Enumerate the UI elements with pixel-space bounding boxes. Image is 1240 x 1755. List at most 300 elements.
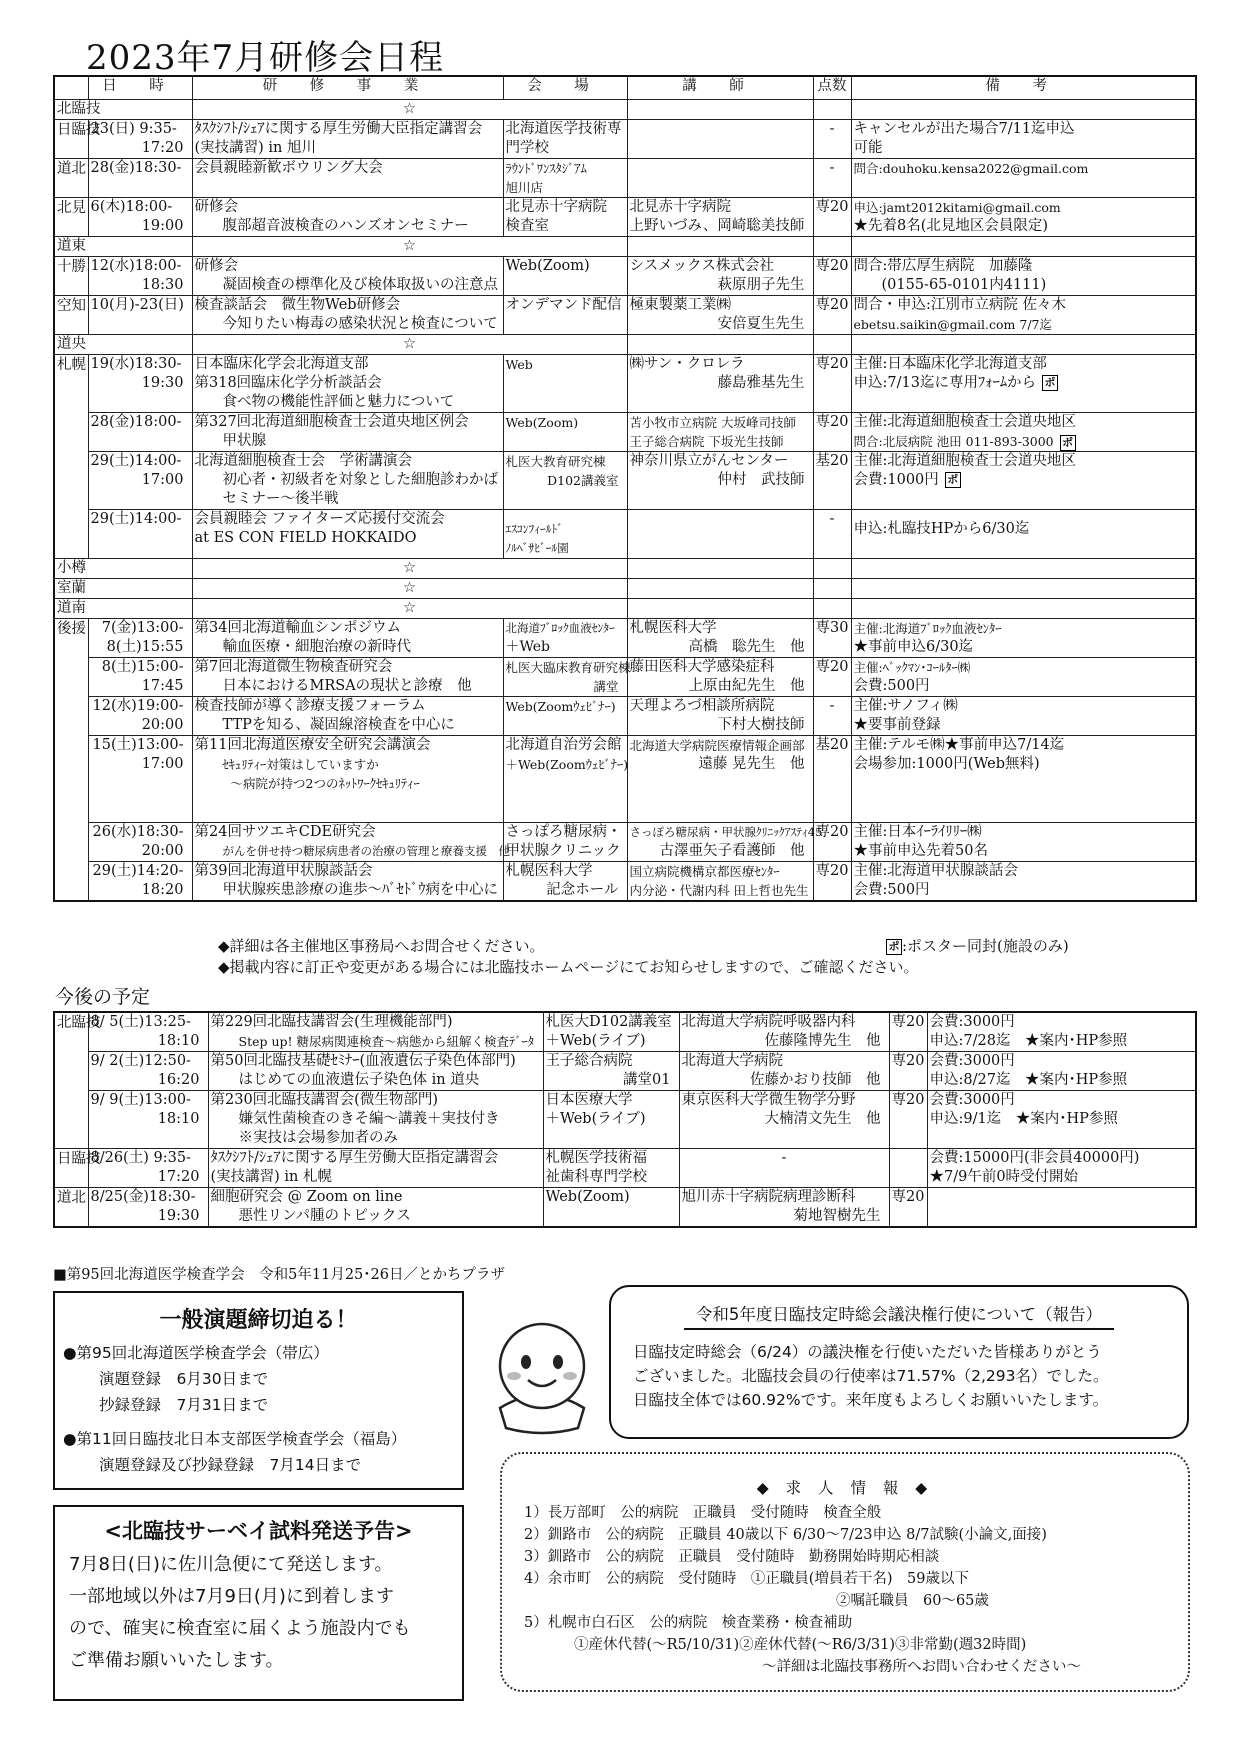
job-line: 5）札幌市白石区 公的病院 検査業務・検査補助 [524, 1615, 853, 1631]
time-text: 17:45 [141, 678, 184, 694]
region-label: 札幌 [54, 355, 88, 559]
points-value: 基20 [813, 452, 851, 510]
notes-section [218, 936, 1069, 978]
venue-text: 記念ホール [546, 882, 619, 898]
time-text: 17:20 [157, 1169, 200, 1185]
date-text: 28(金)18:00- [90, 414, 182, 430]
event-title: 研修会 [194, 258, 238, 274]
remarks-text: 主催:北海道甲状腺談話会 [853, 863, 1018, 879]
event-sub: 悪性リンパ腫のトピックス [238, 1208, 411, 1224]
venue-text: さっぽろ糖尿病・ [505, 824, 622, 840]
event-sub: Step up! 糖尿病関連検査～病態から紐解く検査ﾃﾞｰﾀ [238, 1034, 535, 1049]
region-label: 道北 [54, 1188, 88, 1228]
table-row [54, 100, 1196, 120]
remarks-text: キャンセルが出た場合7/11迄申込 [853, 121, 1075, 137]
mascot-cheek-right [563, 1372, 577, 1380]
points-value: 専20 [889, 1012, 927, 1052]
date-text: 8(土)15:55 [106, 639, 184, 655]
venue-text: 札幌医学技術福 [545, 1150, 647, 1166]
table-row [54, 452, 1196, 510]
table-row [54, 619, 1196, 658]
remarks-text: 会費:500円 [853, 678, 930, 694]
survey-line: 一部地域以外は7月9日(月)に到着します [69, 1586, 394, 1607]
venue-text: Web(Zoomｳｪﾋﾞﾅｰ) [505, 699, 616, 714]
region-label: 北見 [54, 198, 88, 237]
table-row [54, 1188, 1196, 1228]
table-row [54, 862, 1196, 902]
table-row [54, 697, 1196, 736]
remarks-text: ★先着8名(北見地区会員限定) [853, 218, 1049, 234]
remarks-text: 申込:7/28迄 ★案内･HP参照 [929, 1033, 1128, 1049]
event-title: 第318回臨床化学分析談話会 [194, 375, 382, 391]
region-label: 道南 [54, 599, 192, 619]
vote-line: 日臨技全体では60.92%です。来年度もよろしくお願いいたします。 [633, 1391, 1109, 1409]
col-header-event: 研 修 事 業 [192, 76, 503, 100]
lecturer-text: シスメックス株式会社 [629, 258, 774, 274]
event-sub: ｾｷｭﾘﾃｨｰ対策はしていますか [222, 757, 379, 772]
table-row [54, 1012, 1196, 1052]
venue-text: D102講義室 [547, 473, 619, 488]
event-title: 第327回北海道細胞検査士会道央地区例会 [194, 414, 469, 430]
time-text: 19:30 [141, 375, 184, 391]
region-label: 日臨技 [54, 120, 88, 159]
table-row [54, 198, 1196, 237]
remarks-text: 会費:1000円 [853, 472, 939, 488]
mascot-eye-left [521, 1355, 531, 1369]
time-text: 17:20 [141, 140, 184, 156]
date-text: 8/26(土) 9:35- [90, 1150, 191, 1166]
mascot-eye-right [553, 1355, 563, 1369]
time-text: 16:20 [157, 1072, 200, 1088]
remarks-text: 主催:テルモ㈱★事前申込7/14迄 [853, 737, 1065, 753]
poster-icon: ポ [1042, 375, 1058, 391]
col-header-venue: 会 場 [503, 76, 627, 100]
survey-line: 7月8日(日)に佐川急便にて発送します。 [69, 1554, 393, 1575]
table-row [54, 823, 1196, 862]
date-text: 23(日) 9:35- [90, 121, 177, 137]
table-row [54, 296, 1196, 335]
table-row [54, 1149, 1196, 1188]
points-value: 専20 [889, 1091, 927, 1149]
star-mark: ☆ [192, 100, 627, 120]
event-sub: 嫌気性菌検査のきそ編～講義＋実技付き [238, 1111, 500, 1127]
points-value: 専20 [813, 355, 851, 413]
star-mark: ☆ [192, 237, 627, 257]
date-text: 8/25(金)18:30- [90, 1189, 196, 1205]
event-sub: 輸血医療・細胞治療の新時代 [222, 639, 411, 655]
event-title: 細胞研究会 @ Zoom on line [210, 1189, 403, 1205]
remarks-text: 問合・申込:江別市立病院 佐々木 [853, 297, 1066, 313]
table-row [54, 159, 1196, 198]
table-row [54, 736, 1196, 823]
poster-legend [886, 936, 1069, 957]
lecturer-text: 北海道大学病院呼吸器内科 [681, 1014, 856, 1030]
venue-text: 門学校 [505, 140, 549, 156]
lecturer-text: 仲村 武技師 [717, 472, 805, 488]
remarks-text: 会費:3000円 [929, 1014, 1015, 1030]
survey-notice-title: <北臨技サーベイ試料発送予告> [104, 1519, 413, 1543]
lecturer-text: 萩原朋子先生 [717, 277, 805, 293]
event-sub: 食べ物の機能性評価と魅力について [222, 394, 455, 410]
date-text: 6(木)18:00- [90, 199, 173, 215]
table-row [54, 355, 1196, 413]
event-sub: TTPを知る、凝固線溶検査を中心に [222, 717, 455, 733]
points-value: 専20 [813, 823, 851, 862]
event-sub: 腹部超音波検査のハンズオンセミナー [222, 218, 469, 234]
remarks-text: 主催:日本ｲｰﾗｲﾘﾘｰ㈱ [853, 824, 982, 840]
remarks-text: (0155-65-0101内4111) [881, 277, 1047, 293]
venue-text: ＋Web(Zoomｳｪﾋﾞﾅｰ) [505, 757, 629, 772]
lecturer-text: 北海道大学病院 [681, 1053, 783, 1069]
event-sub: 日本におけるMRSAの現状と診療 他 [222, 678, 472, 694]
points-value: 専20 [813, 296, 851, 335]
table-row [54, 579, 1196, 599]
survey-line: ので、確実に検査室に届くよう施設内でも [69, 1618, 411, 1639]
col-header-lecturer: 講 師 [627, 76, 813, 100]
time-text: 20:00 [141, 717, 184, 733]
remarks-text: 申込:jamt2012kitami@gmail.com [853, 200, 1061, 215]
remarks-text: 主催:北海道細胞検査士会道央地区 [853, 453, 1076, 469]
date-text: 9/ 2(土)12:50- [90, 1053, 191, 1069]
points-value: 専20 [889, 1052, 927, 1091]
date-text: 8(土)15:00- [101, 659, 184, 675]
venue-text: 検査室 [505, 218, 549, 234]
points-value: 専30 [813, 619, 851, 658]
event-sub: がんを併せ持つ糖尿病患者の治療の管理と療養支援 他 [222, 844, 510, 858]
event-title: 第11回北海道医療安全研究会講演会 [194, 737, 431, 753]
time-text: 17:00 [141, 472, 184, 488]
vote-line: ございました。北臨技会員の行使率は71.57%（2,293名）でした。 [633, 1367, 1109, 1385]
points-value: 基20 [813, 736, 851, 823]
table-row [54, 658, 1196, 697]
vote-report-box [609, 1285, 1189, 1439]
lecturer-text: 佐藤かおり技師 他 [750, 1072, 881, 1088]
venue-text: 札幌医科大学 [505, 863, 593, 879]
lecturer-text: 藤島雅基先生 [717, 375, 805, 391]
table-row [54, 237, 1196, 257]
event-title: 会員親睦会 ファイターズ応援付交流会 [194, 511, 445, 527]
time-text: 18:10 [157, 1111, 200, 1127]
time-text: 18:30 [141, 277, 184, 293]
table-row [54, 1052, 1196, 1091]
date-text: 29(土)14:20- [92, 863, 184, 879]
table-row [54, 559, 1196, 579]
deadline-line: 演題登録 6月30日まで [99, 1370, 269, 1388]
col-header-remarks: 備 考 [851, 76, 1196, 100]
table-row [54, 257, 1196, 296]
future-schedule-table [53, 1011, 1197, 1228]
remarks-text: 申込:7/13迄に専用ﾌｫｰﾑから [853, 375, 1036, 391]
time-text: 18:10 [157, 1033, 200, 1049]
lecturer-text: 王子総合病院 下坂光生技師 [629, 434, 784, 449]
vote-report-title: 令和5年度日臨技定時総会議決権行使について（報告） [684, 1301, 1114, 1330]
poster-icon: ポ [886, 939, 902, 955]
lecturer-text: 内分泌・代謝内科 田上哲也先生 [629, 883, 809, 898]
job-line: ①産休代替(～R5/10/31)②産休代替(～R6/3/31)③非常勤(週32時間) [574, 1637, 1027, 1653]
remarks-text: 会場参加:1000円(Web無料) [853, 756, 1040, 772]
region-label: 空知 [54, 296, 88, 335]
lecturer-text: さっぽろ糖尿病・甲状腺ｸﾘﾆｯｸｱｽﾃｨ45 [629, 825, 823, 839]
date-text: 9/ 9(土)13:00- [90, 1092, 191, 1108]
star-mark: ☆ [192, 599, 627, 619]
job-line: 4）余市町 公的病院 受付随時 ①正職員(増員若干名) 59歳以下 [524, 1571, 969, 1587]
table-row [54, 335, 1196, 355]
congress-notice: ■第95回北海道医学検査学会 令和5年11月25･26日／とかちプラザ [53, 1267, 505, 1283]
poster-legend-text: :ポスター同封(施設のみ) [902, 937, 1069, 955]
job-line: 3）釧路市 公的病院 正職員 受付随時 勤務開始時期応相談 [524, 1549, 940, 1565]
lecturer-text: 大楠清文先生 他 [764, 1111, 881, 1127]
remarks-text: 会費:3000円 [929, 1092, 1015, 1108]
table-row [54, 413, 1196, 452]
points-value: - [813, 159, 851, 198]
venue-text: オンデマンド配信 [505, 297, 622, 313]
venue-text: 札医大D102講義室 [545, 1014, 672, 1030]
venue-text: 北見赤十字病院 [505, 199, 607, 215]
event-sub: ※実技は会場参加者のみ [238, 1130, 398, 1146]
event-sub: 甲状腺疾患診療の進歩～ﾊﾞｾﾄﾞｳ病を中心に [222, 882, 498, 898]
points-value: 専20 [889, 1188, 927, 1228]
table-row [54, 120, 1196, 159]
event-sub: ～病院が持つ2つのﾈｯﾄﾜｰｸｾｷｭﾘﾃｨｰ [230, 776, 420, 791]
remarks-text: 主催:ﾍﾞｯｸﾏﾝ･ｺｰﾙﾀｰ㈱ [853, 660, 971, 675]
date-text: 28(金)18:30- [90, 160, 182, 176]
venue-text: Web(Zoom) [505, 415, 579, 430]
lecturer-text: 遠藤 晃先生 他 [698, 756, 805, 772]
remarks-text: ebetsu.saikin@gmail.com 7/7迄 [853, 317, 1052, 332]
lecturer-text: 天理よろづ相談所病院 [629, 698, 775, 714]
venue-text: ﾗｳﾝﾄﾞﾜﾝｽﾀｼﾞｱﾑ [505, 161, 587, 176]
note-line: ◆掲載内容に訂正や変更がある場合には北臨技ホームページにてお知らせしますので、ご確認ください。 [218, 958, 919, 976]
venue-text: 北海道医学技術専 [505, 121, 622, 137]
points-value: - [813, 120, 851, 159]
time-text: 20:00 [141, 843, 184, 859]
time-text: 17:00 [141, 756, 184, 772]
deadline-line: ●第11回日臨技北日本支部医学検査学会（福島） [63, 1430, 407, 1448]
venue-text: 日本医療大学 [545, 1092, 633, 1108]
event-sub: セミナー～後半戦 [222, 491, 339, 507]
points-value: 専20 [813, 257, 851, 296]
event-title: 会員親睦新歓ボウリング大会 [194, 160, 383, 176]
event-title: 第24回サツエキCDE研究会 [194, 824, 376, 840]
event-sub: 今知りたい梅毒の感染状況と検査について [222, 316, 498, 332]
venue-text: Web(Zoom) [505, 258, 590, 274]
venue-text: ＋Web(ライブ) [545, 1111, 646, 1127]
time-text: 19:00 [141, 218, 184, 234]
date-text: 10(月)-23(日) [90, 297, 184, 313]
event-title: 第7回北海道微生物検査研究会 [194, 659, 393, 675]
remarks-text: 問合:帯広厚生病院 加藤隆 [853, 258, 1033, 274]
region-label: 小樽 [54, 559, 192, 579]
remarks-text: ★要事前登録 [853, 717, 941, 733]
lecturer-text: 下村大樹技師 [717, 717, 805, 733]
date-text: 19(水)18:30- [90, 356, 182, 372]
remarks-text: 可能 [853, 140, 883, 156]
event-sub: (実技講習) in 旭川 [194, 140, 317, 156]
col-header-points: 点数 [813, 76, 851, 100]
venue-text: 札医大臨床教育研究棟 [505, 660, 631, 675]
lecturer-text: 国立病院機構京都医療ｾﾝﾀｰ [629, 864, 780, 879]
region-label: 道央 [54, 335, 192, 355]
schedule-table [53, 75, 1197, 902]
remarks-text: ★事前申込先着50名 [853, 843, 988, 859]
venue-text: 札医大教育研究棟 [505, 454, 606, 469]
region-label: 後援 [54, 619, 88, 902]
deadline-line: 抄録登録 7月31日まで [99, 1396, 269, 1414]
venue-text: ＋Web [505, 639, 550, 655]
remarks-text: 主催:北海道細胞検査士会道央地区 [853, 414, 1076, 430]
venue-text: ｴｽｺﾝﾌｨｰﾙﾄﾞ [505, 522, 563, 536]
event-title: 日本臨床化学会北海道支部 [194, 356, 369, 372]
points-value: - [813, 697, 851, 736]
date-text: 15(土)13:00- [92, 737, 184, 753]
mascot-cheek-left [507, 1372, 521, 1380]
mascot-head [500, 1324, 584, 1408]
abstract-deadline-title: 一般演題締切迫る！ [159, 1308, 358, 1333]
region-label: 日臨技 [54, 1149, 88, 1188]
points-value: 専20 [813, 413, 851, 452]
venue-text: 講堂01 [623, 1072, 671, 1088]
event-sub: at ES CON FIELD HOKKAIDO [194, 530, 417, 546]
col-header-datetime: 日 時 [88, 76, 192, 100]
date-text: 8/ 5(土)13:25- [90, 1014, 191, 1030]
region-label: 道東 [54, 237, 192, 257]
remarks-text: 主催:北海道ﾌﾞﾛｯｸ血液ｾﾝﾀｰ [853, 621, 1002, 636]
star-mark: ☆ [192, 579, 627, 599]
event-sub: 初心者・初級者を対象とした細胞診わかば [222, 472, 498, 488]
points-value: - [679, 1149, 889, 1188]
job-info-box [500, 1452, 1190, 1692]
venue-text: 王子総合病院 [545, 1053, 633, 1069]
survey-notice-box [53, 1505, 464, 1701]
remarks-text: 会費:500円 [853, 882, 930, 898]
deadline-line: 演題登録及び抄録登録 7月14日まで [99, 1456, 362, 1474]
poster-icon: ポ [1060, 435, 1076, 451]
star-mark: ☆ [192, 335, 627, 355]
date-text: 7(金)13:00- [101, 620, 184, 636]
event-title: 研修会 [194, 199, 238, 215]
date-text: 26(水)18:30- [92, 824, 184, 840]
region-label: 道北 [54, 159, 88, 198]
future-title: 今後の予定 [55, 986, 151, 1008]
remarks-text: 主催:サノフィ㈱ [853, 698, 958, 714]
lecturer-text: 北見赤十字病院 [629, 199, 731, 215]
page-title: 2023年7月研修会日程 [86, 38, 445, 78]
venue-text: Web(Zoom) [545, 1189, 630, 1205]
vote-line: 日臨技定時総会（6/24）の議決権を行使いただいた皆様ありがとう [633, 1343, 1102, 1361]
abstract-deadline-box [53, 1291, 464, 1490]
event-title: 検査技師が導く診療支援フォーラム [194, 698, 426, 714]
lecturer-text: 安倍夏生先生 [717, 316, 805, 332]
event-title: 第34回北海道輸血シンポジウム [194, 620, 401, 636]
event-sub: 甲状腺 [222, 433, 266, 449]
region-label: 十勝 [54, 257, 88, 296]
date-text: 12(水)19:00- [92, 698, 184, 714]
event-sub: 凝固検査の標準化及び検体取扱いの注意点 [222, 277, 498, 293]
remarks-text: 問合:douhoku.kensa2022@gmail.com [853, 161, 1089, 176]
deadline-line: ●第95回北海道医学検査学会（帯広） [63, 1344, 329, 1362]
venue-text: 北海道ﾌﾞﾛｯｸ血液ｾﾝﾀｰ [505, 621, 615, 635]
poster-icon: ポ [945, 472, 961, 488]
remarks-text: ★事前申込6/30迄 [853, 639, 974, 655]
lecturer-text: 菊地智樹先生 [793, 1208, 881, 1224]
event-sub: はじめての血液遺伝子染色体 in 道央 [238, 1072, 480, 1088]
note-line: ◆詳細は各主催地区事務局へお問合せください。 [218, 937, 545, 955]
remarks-text: 申込:札臨技HPから6/30迄 [853, 521, 1030, 537]
event-title: 第230回北臨技講習会(微生物部門) [210, 1092, 438, 1108]
mascot-illustration [486, 1312, 598, 1440]
date-text: 12(水)18:00- [90, 258, 182, 274]
time-text: 18:20 [141, 882, 184, 898]
date-text: 29(土)14:00- [90, 511, 182, 527]
event-title: 第50回北臨技基礎ｾﾐﾅｰ(血液遺伝子染色体部門) [210, 1053, 516, 1069]
event-title: 第229回北臨技講習会(生理機能部門) [210, 1014, 453, 1030]
lecturer-text: 北海道大学病院医療情報企画部 [629, 738, 805, 753]
table-header-row [54, 76, 1196, 100]
remarks-text: 会費:15000円(非会員40000円) [929, 1150, 1140, 1166]
lecturer-text: 極東製薬工業㈱ [629, 297, 731, 313]
lecturer-text: 神奈川県立がんセンター [629, 453, 789, 469]
venue-text: ＋Web(ライブ) [545, 1033, 646, 1049]
job-line: 1）長万部町 公的病院 正職員 受付随時 検査全般 [524, 1505, 882, 1521]
venue-text: Web [505, 357, 533, 372]
region-label: 北臨技 [54, 100, 192, 120]
venue-text: ﾉﾙﾍﾞｻﾋﾞｰﾙ園 [505, 541, 569, 555]
lecturer-text: 札幌医科大学 [629, 620, 717, 636]
table-row [54, 510, 1196, 559]
remarks-text: 主催:日本臨床化学北海道支部 [853, 356, 1047, 372]
survey-line: ご準備お願いいたします。 [69, 1650, 284, 1671]
points-value: 専20 [813, 658, 851, 697]
venue-text: 甲状腺クリニック [505, 843, 621, 859]
job-line: ～詳細は北臨技事務所へお問い合わせください～ [762, 1659, 1081, 1675]
remarks-text: 会費:3000円 [929, 1053, 1015, 1069]
table-row [54, 1091, 1196, 1149]
remarks-text: ★7/9午前0時受付開始 [929, 1169, 1079, 1185]
lecturer-text: 苫小牧市立病院 大坂峰司技師 [629, 415, 796, 430]
event-title: 第39回北海道甲状腺談話会 [194, 863, 373, 879]
points-value: - [813, 510, 851, 559]
job-line: ②嘱託職員 60～65歳 [836, 1593, 989, 1609]
venue-text: 北海道自治労会館 [505, 737, 622, 753]
lecturer-text: 上原由紀先生 他 [688, 678, 805, 694]
lecturer-text: ㈱サン・クロレラ [629, 356, 745, 372]
event-title: ﾀｽｸｼﾌﾄ/ｼｪｱに関する厚生労働大臣指定講習会 [210, 1150, 499, 1166]
region-label: 室蘭 [54, 579, 192, 599]
venue-text: 旭川店 [505, 180, 544, 195]
event-title: 検査談話会 微生物Web研修会 [194, 297, 401, 313]
remarks-text: 申込:8/27迄 ★案内･HP参照 [929, 1072, 1128, 1088]
region-label: 北臨技 [54, 1012, 88, 1149]
date-text: 29(土)14:00- [90, 453, 182, 469]
lecturer-text: 佐藤隆博先生 他 [764, 1033, 881, 1049]
points-value: 専20 [813, 198, 851, 237]
remarks-text: 申込:9/1迄 ★案内･HP参照 [929, 1111, 1118, 1127]
event-title: 北海道細胞検査士会 学術講演会 [194, 453, 412, 469]
lecturer-text: 東京医科大学微生物学分野 [681, 1092, 856, 1108]
lecturer-text: 古澤亜矢子看護師 他 [659, 843, 805, 859]
lecturer-text: 藤田医科大学感染症科 [629, 659, 775, 675]
time-text: 19:30 [157, 1208, 200, 1224]
job-info-title: ◆ 求 人 情 報 ◆ [756, 1479, 934, 1497]
star-mark: ☆ [192, 559, 627, 579]
remarks-text: 問合:北辰病院 池田 011-893-3000 [853, 434, 1054, 449]
lecturer-text: 上野いづみ、岡崎聡美技師 [629, 218, 805, 234]
venue-text: 講堂 [593, 679, 619, 694]
lecturer-text: 高橋 聡先生 他 [688, 639, 805, 655]
table-row [54, 599, 1196, 619]
event-title: ﾀｽｸｼﾌﾄ/ｼｪｱに関する厚生労働大臣指定講習会 [194, 121, 483, 137]
job-line: 2）釧路市 公的病院 正職員 40歳以下 6/30～7/23申込 8/7試験(小論文,面接) [524, 1527, 1047, 1543]
